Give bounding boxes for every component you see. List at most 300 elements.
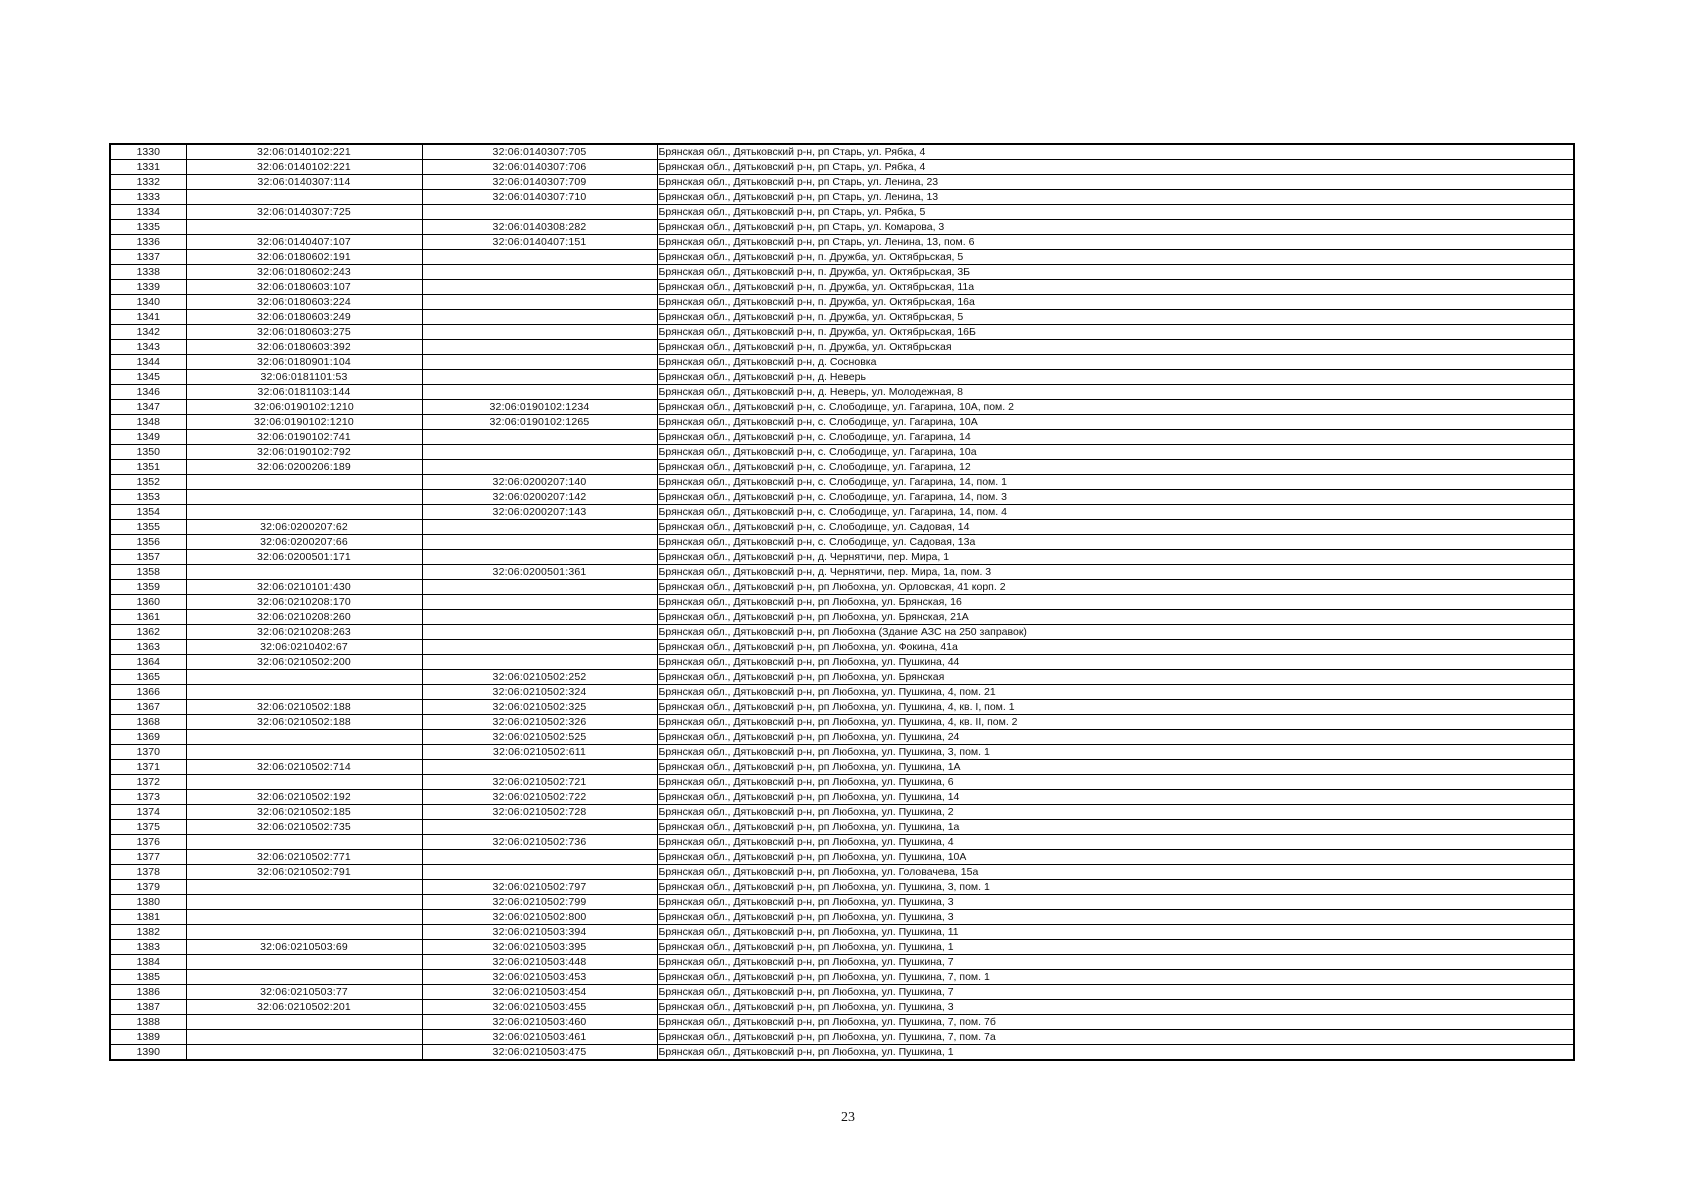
row-number-cell: 1342 [110,325,186,340]
table-row [110,385,1574,400]
object-cadastral-number-cell: 32:06:0200501:361 [422,565,657,580]
address-cell: Брянская обл., Дятьковский р-н, рп Любохна, ул. Пушкина, 1 [657,940,1574,955]
table-row [110,310,1574,325]
row-number-cell: 1375 [110,820,186,835]
table-row [110,940,1574,955]
object-cadastral-number-cell: 32:06:0210502:799 [422,895,657,910]
row-number-cell: 1333 [110,190,186,205]
address-cell: Брянская обл., Дятьковский р-н, рп Старь, ул. Ленина, 13 [657,190,1574,205]
row-number-cell: 1385 [110,970,186,985]
object-cadastral-number-cell: 32:06:0200207:140 [422,475,657,490]
address-cell: Брянская обл., Дятьковский р-н, с. Слободище, ул. Гагарина, 14, пом. 1 [657,475,1574,490]
land-cadastral-number-cell [186,895,422,910]
object-cadastral-number-cell: 32:06:0210503:455 [422,1000,657,1015]
row-number-cell: 1373 [110,790,186,805]
table-row [110,760,1574,775]
row-number-cell: 1382 [110,925,186,940]
object-cadastral-number-cell [422,355,657,370]
row-number-cell: 1350 [110,445,186,460]
table-row [110,925,1574,940]
object-cadastral-number-cell: 32:06:0210502:800 [422,910,657,925]
land-cadastral-number-cell: 32:06:0210101:430 [186,580,422,595]
address-cell: Брянская обл., Дятьковский р-н, с. Слободище, ул. Садовая, 14 [657,520,1574,535]
land-cadastral-number-cell [186,685,422,700]
table-row [110,160,1574,175]
table-row [110,880,1574,895]
address-cell: Брянская обл., Дятьковский р-н, рп Любохна, ул. Пушкина, 44 [657,655,1574,670]
object-cadastral-number-cell [422,265,657,280]
table-row [110,505,1574,520]
address-cell: Брянская обл., Дятьковский р-н, рп Старь, ул. Комарова, 3 [657,220,1574,235]
land-cadastral-number-cell: 32:06:0210502:735 [186,820,422,835]
land-cadastral-number-cell [186,775,422,790]
address-cell: Брянская обл., Дятьковский р-н, рп Старь, ул. Рябка, 4 [657,144,1574,160]
land-cadastral-number-cell: 32:06:0181101:53 [186,370,422,385]
object-cadastral-number-cell [422,820,657,835]
address-cell: Брянская обл., Дятьковский р-н, рп Любохна, ул. Пушкина, 3 [657,910,1574,925]
address-cell: Брянская обл., Дятьковский р-н, рп Любохна, ул. Пушкина, 4 [657,835,1574,850]
address-cell: Брянская обл., Дятьковский р-н, с. Слободище, ул. Гагарина, 14, пом. 3 [657,490,1574,505]
row-number-cell: 1365 [110,670,186,685]
object-cadastral-number-cell: 32:06:0210503:395 [422,940,657,955]
row-number-cell: 1386 [110,985,186,1000]
land-cadastral-number-cell: 32:06:0180603:107 [186,280,422,295]
table-row [110,595,1574,610]
object-cadastral-number-cell: 32:06:0140307:706 [422,160,657,175]
object-cadastral-number-cell [422,625,657,640]
object-cadastral-number-cell [422,205,657,220]
land-cadastral-number-cell: 32:06:0210402:67 [186,640,422,655]
row-number-cell: 1343 [110,340,186,355]
object-cadastral-number-cell [422,520,657,535]
table-row [110,970,1574,985]
land-cadastral-number-cell: 32:06:0210208:260 [186,610,422,625]
address-cell: Брянская обл., Дятьковский р-н, рп Любохна, ул. Пушкина, 7 [657,985,1574,1000]
row-number-cell: 1367 [110,700,186,715]
address-cell: Брянская обл., Дятьковский р-н, рп Любохна, ул. Пушкина, 1 [657,1045,1574,1061]
address-cell: Брянская обл., Дятьковский р-н, рп Старь, ул. Ленина, 13, пом. 6 [657,235,1574,250]
object-cadastral-number-cell: 32:06:0210502:721 [422,775,657,790]
row-number-cell: 1374 [110,805,186,820]
row-number-cell: 1371 [110,760,186,775]
land-cadastral-number-cell: 32:06:0140307:114 [186,175,422,190]
address-cell: Брянская обл., Дятьковский р-н, рп Любохна, ул. Пушкина, 1А [657,760,1574,775]
land-cadastral-number-cell: 32:06:0180603:224 [186,295,422,310]
land-cadastral-number-cell: 32:06:0180602:243 [186,265,422,280]
table-row [110,865,1574,880]
object-cadastral-number-cell [422,850,657,865]
table-row [110,205,1574,220]
table-row [110,655,1574,670]
land-cadastral-number-cell: 32:06:0140102:221 [186,160,422,175]
address-cell: Брянская обл., Дятьковский р-н, рп Любохна, ул. Пушкина, 14 [657,790,1574,805]
row-number-cell: 1368 [110,715,186,730]
row-number-cell: 1383 [110,940,186,955]
object-cadastral-number-cell: 32:06:0210503:448 [422,955,657,970]
land-cadastral-number-cell: 32:06:0200207:66 [186,535,422,550]
table-row [110,460,1574,475]
row-number-cell: 1351 [110,460,186,475]
object-cadastral-number-cell [422,535,657,550]
table-row [110,550,1574,565]
row-number-cell: 1363 [110,640,186,655]
land-cadastral-number-cell: 32:06:0180603:392 [186,340,422,355]
table-row [110,1030,1574,1045]
address-cell: Брянская обл., Дятьковский р-н, с. Слободище, ул. Гагарина, 14, пом. 4 [657,505,1574,520]
row-number-cell: 1370 [110,745,186,760]
row-number-cell: 1335 [110,220,186,235]
object-cadastral-number-cell: 32:06:0140307:709 [422,175,657,190]
land-cadastral-number-cell: 32:06:0210502:188 [186,715,422,730]
address-cell: Брянская обл., Дятьковский р-н, д. Неверь, ул. Молодежная, 8 [657,385,1574,400]
land-cadastral-number-cell: 32:06:0210503:69 [186,940,422,955]
land-cadastral-number-cell [186,970,422,985]
row-number-cell: 1341 [110,310,186,325]
address-cell: Брянская обл., Дятьковский р-н, с. Слободище, ул. Гагарина, 14 [657,430,1574,445]
table-row [110,1015,1574,1030]
row-number-cell: 1360 [110,595,186,610]
object-cadastral-number-cell: 32:06:0140307:710 [422,190,657,205]
address-cell: Брянская обл., Дятьковский р-н, д. Неверь [657,370,1574,385]
row-number-cell: 1355 [110,520,186,535]
table-row [110,220,1574,235]
address-cell: Брянская обл., Дятьковский р-н, рп Любохна, ул. Пушкина, 10А [657,850,1574,865]
land-cadastral-number-cell [186,880,422,895]
object-cadastral-number-cell: 32:06:0210502:525 [422,730,657,745]
table-row [110,730,1574,745]
row-number-cell: 1354 [110,505,186,520]
land-cadastral-number-cell: 32:06:0210208:263 [186,625,422,640]
table-row [110,1000,1574,1015]
row-number-cell: 1372 [110,775,186,790]
row-number-cell: 1349 [110,430,186,445]
table-row [110,355,1574,370]
land-cadastral-number-cell: 32:06:0200501:171 [186,550,422,565]
address-cell: Брянская обл., Дятьковский р-н, рп Любохна, ул. Пушкина, 4, кв. II, пом. 2 [657,715,1574,730]
row-number-cell: 1334 [110,205,186,220]
row-number-cell: 1358 [110,565,186,580]
table-row [110,670,1574,685]
address-cell: Брянская обл., Дятьковский р-н, рп Любохна, ул. Пушкина, 3 [657,895,1574,910]
table-row [110,565,1574,580]
table-row [110,820,1574,835]
object-cadastral-number-cell [422,280,657,295]
address-cell: Брянская обл., Дятьковский р-н, рп Старь, ул. Рябка, 5 [657,205,1574,220]
row-number-cell: 1346 [110,385,186,400]
row-number-cell: 1384 [110,955,186,970]
address-cell: Брянская обл., Дятьковский р-н, рп Любохна, ул. Фокина, 41а [657,640,1574,655]
land-cadastral-number-cell: 32:06:0210502:185 [186,805,422,820]
table-row [110,775,1574,790]
table-row [110,805,1574,820]
object-cadastral-number-cell [422,760,657,775]
address-cell: Брянская обл., Дятьковский р-н, рп Любохна, ул. Брянская, 16 [657,595,1574,610]
land-cadastral-number-cell: 32:06:0210502:200 [186,655,422,670]
table-body [110,144,1574,1060]
table-row [110,250,1574,265]
table-row [110,610,1574,625]
address-cell: Брянская обл., Дятьковский р-н, рп Любохна, ул. Пушкина, 11 [657,925,1574,940]
object-cadastral-number-cell: 32:06:0210503:475 [422,1045,657,1061]
land-cadastral-number-cell [186,220,422,235]
address-cell: Брянская обл., Дятьковский р-н, п. Дружба, ул. Октябрьская, 3Б [657,265,1574,280]
land-cadastral-number-cell: 32:06:0180603:249 [186,310,422,325]
table-row [110,700,1574,715]
table-row [110,370,1574,385]
land-cadastral-number-cell: 32:06:0190102:792 [186,445,422,460]
object-cadastral-number-cell: 32:06:0210502:252 [422,670,657,685]
table-row [110,295,1574,310]
object-cadastral-number-cell [422,610,657,625]
land-cadastral-number-cell [186,730,422,745]
row-number-cell: 1366 [110,685,186,700]
table-row [110,400,1574,415]
land-cadastral-number-cell [186,835,422,850]
land-cadastral-number-cell [186,1015,422,1030]
row-number-cell: 1364 [110,655,186,670]
object-cadastral-number-cell [422,430,657,445]
row-number-cell: 1330 [110,144,186,160]
row-number-cell: 1340 [110,295,186,310]
land-cadastral-number-cell [186,910,422,925]
row-number-cell: 1332 [110,175,186,190]
object-cadastral-number-cell [422,865,657,880]
object-cadastral-number-cell: 32:06:0140308:282 [422,220,657,235]
object-cadastral-number-cell [422,370,657,385]
address-cell: Брянская обл., Дятьковский р-н, рп Любохна, ул. Пушкина, 3, пом. 1 [657,745,1574,760]
land-cadastral-number-cell: 32:06:0200207:62 [186,520,422,535]
table-row [110,415,1574,430]
object-cadastral-number-cell: 32:06:0200207:142 [422,490,657,505]
object-cadastral-number-cell [422,325,657,340]
table-row [110,475,1574,490]
table-row [110,490,1574,505]
row-number-cell: 1377 [110,850,186,865]
land-cadastral-number-cell: 32:06:0210502:201 [186,1000,422,1015]
land-cadastral-number-cell [186,1045,422,1061]
row-number-cell: 1369 [110,730,186,745]
object-cadastral-number-cell: 32:06:0140307:705 [422,144,657,160]
address-cell: Брянская обл., Дятьковский р-н, рп Любохна, ул. Орловская, 41 корп. 2 [657,580,1574,595]
object-cadastral-number-cell [422,595,657,610]
object-cadastral-number-cell [422,655,657,670]
table-row [110,280,1574,295]
address-cell: Брянская обл., Дятьковский р-н, рп Любохна, ул. Пушкина, 7 [657,955,1574,970]
land-cadastral-number-cell [186,190,422,205]
object-cadastral-number-cell [422,310,657,325]
address-cell: Брянская обл., Дятьковский р-н, с. Слободище, ул. Гагарина, 12 [657,460,1574,475]
object-cadastral-number-cell: 32:06:0210503:454 [422,985,657,1000]
land-cadastral-number-cell [186,565,422,580]
object-cadastral-number-cell: 32:06:0200207:143 [422,505,657,520]
land-cadastral-number-cell: 32:06:0140407:107 [186,235,422,250]
object-cadastral-number-cell: 32:06:0210502:326 [422,715,657,730]
land-cadastral-number-cell: 32:06:0210502:188 [186,700,422,715]
address-cell: Брянская обл., Дятьковский р-н, п. Дружба, ул. Октябрьская, 11а [657,280,1574,295]
address-cell: Брянская обл., Дятьковский р-н, рп Любохна (Здание АЗС на 250 заправок) [657,625,1574,640]
table-row [110,895,1574,910]
land-cadastral-number-cell [186,490,422,505]
land-cadastral-number-cell [186,475,422,490]
object-cadastral-number-cell: 32:06:0140407:151 [422,235,657,250]
object-cadastral-number-cell [422,250,657,265]
land-cadastral-number-cell: 32:06:0210502:771 [186,850,422,865]
land-cadastral-number-cell: 32:06:0210502:192 [186,790,422,805]
table-row [110,190,1574,205]
table-row [110,745,1574,760]
table-row [110,535,1574,550]
object-cadastral-number-cell: 32:06:0210503:453 [422,970,657,985]
object-cadastral-number-cell: 32:06:0210503:394 [422,925,657,940]
table-row [110,1045,1574,1061]
land-cadastral-number-cell [186,505,422,520]
table-row [110,520,1574,535]
row-number-cell: 1389 [110,1030,186,1045]
land-cadastral-number-cell: 32:06:0190102:741 [186,430,422,445]
address-cell: Брянская обл., Дятьковский р-н, д. Сосновка [657,355,1574,370]
row-number-cell: 1348 [110,415,186,430]
land-cadastral-number-cell [186,925,422,940]
object-cadastral-number-cell: 32:06:0190102:1234 [422,400,657,415]
address-cell: Брянская обл., Дятьковский р-н, рп Любохна, ул. Пушкина, 24 [657,730,1574,745]
land-cadastral-number-cell [186,955,422,970]
address-cell: Брянская обл., Дятьковский р-н, п. Дружба, ул. Октябрьская, 5 [657,310,1574,325]
address-cell: Брянская обл., Дятьковский р-н, с. Слободище, ул. Гагарина, 10А [657,415,1574,430]
land-cadastral-number-cell: 32:06:0190102:1210 [186,400,422,415]
object-cadastral-number-cell [422,640,657,655]
object-cadastral-number-cell [422,460,657,475]
table-row [110,715,1574,730]
address-cell: Брянская обл., Дятьковский р-н, рп Любохна, ул. Пушкина, 3, пом. 1 [657,880,1574,895]
row-number-cell: 1381 [110,910,186,925]
address-cell: Брянская обл., Дятьковский р-н, рп Любохна, ул. Брянская, 21А [657,610,1574,625]
address-cell: Брянская обл., Дятьковский р-н, рп Любохна, ул. Пушкина, 7, пом. 1 [657,970,1574,985]
object-cadastral-number-cell: 32:06:0190102:1265 [422,415,657,430]
row-number-cell: 1344 [110,355,186,370]
table-row [110,175,1574,190]
land-cadastral-number-cell: 32:06:0180602:191 [186,250,422,265]
address-cell: Брянская обл., Дятьковский р-н, п. Дружба, ул. Октябрьская [657,340,1574,355]
object-cadastral-number-cell: 32:06:0210503:460 [422,1015,657,1030]
address-cell: Брянская обл., Дятьковский р-н, рп Любохна, ул. Пушкина, 2 [657,805,1574,820]
row-number-cell: 1387 [110,1000,186,1015]
table-row [110,955,1574,970]
table-row [110,445,1574,460]
row-number-cell: 1331 [110,160,186,175]
land-cadastral-number-cell: 32:06:0140307:725 [186,205,422,220]
address-cell: Брянская обл., Дятьковский р-н, п. Дружба, ул. Октябрьская, 16Б [657,325,1574,340]
address-cell: Брянская обл., Дятьковский р-н, рп Любохна, ул. Головачева, 15а [657,865,1574,880]
row-number-cell: 1345 [110,370,186,385]
land-cadastral-number-cell: 32:06:0210208:170 [186,595,422,610]
table-row [110,430,1574,445]
address-cell: Брянская обл., Дятьковский р-н, п. Дружба, ул. Октябрьская, 16а [657,295,1574,310]
address-cell: Брянская обл., Дятьковский р-н, с. Слободище, ул. Гагарина, 10а [657,445,1574,460]
object-cadastral-number-cell: 32:06:0210502:324 [422,685,657,700]
land-cadastral-number-cell [186,745,422,760]
land-cadastral-number-cell: 32:06:0180603:275 [186,325,422,340]
row-number-cell: 1338 [110,265,186,280]
object-cadastral-number-cell [422,340,657,355]
table-row [110,325,1574,340]
row-number-cell: 1356 [110,535,186,550]
row-number-cell: 1378 [110,865,186,880]
land-cadastral-number-cell [186,670,422,685]
page-number: 23 [841,1110,855,1125]
table-row [110,340,1574,355]
object-cadastral-number-cell [422,295,657,310]
land-cadastral-number-cell: 32:06:0210502:791 [186,865,422,880]
address-cell: Брянская обл., Дятьковский р-н, рп Любохна, ул. Пушкина, 7, пом. 7а [657,1030,1574,1045]
row-number-cell: 1361 [110,610,186,625]
land-cadastral-number-cell: 32:06:0190102:1210 [186,415,422,430]
object-cadastral-number-cell [422,580,657,595]
table-row [110,850,1574,865]
address-cell: Брянская обл., Дятьковский р-н, п. Дружба, ул. Октябрьская, 5 [657,250,1574,265]
row-number-cell: 1359 [110,580,186,595]
row-number-cell: 1362 [110,625,186,640]
address-cell: Брянская обл., Дятьковский р-н, рп Старь, ул. Ленина, 23 [657,175,1574,190]
land-cadastral-number-cell: 32:06:0200206:189 [186,460,422,475]
property-register-table [109,143,1575,1061]
object-cadastral-number-cell: 32:06:0210502:736 [422,835,657,850]
address-cell: Брянская обл., Дятьковский р-н, рп Любохна, ул. Пушкина, 4, пом. 21 [657,685,1574,700]
table-row [110,910,1574,925]
address-cell: Брянская обл., Дятьковский р-н, рп Любохна, ул. Пушкина, 3 [657,1000,1574,1015]
land-cadastral-number-cell: 32:06:0210502:714 [186,760,422,775]
address-cell: Брянская обл., Дятьковский р-н, рп Любохна, ул. Брянская [657,670,1574,685]
address-cell: Брянская обл., Дятьковский р-н, с. Слободище, ул. Садовая, 13а [657,535,1574,550]
address-cell: Брянская обл., Дятьковский р-н, рп Любохна, ул. Пушкина, 1а [657,820,1574,835]
table-row [110,685,1574,700]
object-cadastral-number-cell [422,385,657,400]
table-row [110,144,1574,160]
table-row [110,790,1574,805]
row-number-cell: 1357 [110,550,186,565]
row-number-cell: 1376 [110,835,186,850]
row-number-cell: 1339 [110,280,186,295]
address-cell: Брянская обл., Дятьковский р-н, д. Чернятичи, пер. Мира, 1а, пом. 3 [657,565,1574,580]
object-cadastral-number-cell: 32:06:0210502:797 [422,880,657,895]
land-cadastral-number-cell: 32:06:0210503:77 [186,985,422,1000]
table-row [110,625,1574,640]
row-number-cell: 1390 [110,1045,186,1061]
land-cadastral-number-cell: 32:06:0180901:104 [186,355,422,370]
address-cell: Брянская обл., Дятьковский р-н, д. Чернятичи, пер. Мира, 1 [657,550,1574,565]
row-number-cell: 1388 [110,1015,186,1030]
land-cadastral-number-cell: 32:06:0181103:144 [186,385,422,400]
object-cadastral-number-cell: 32:06:0210502:325 [422,700,657,715]
table-row [110,265,1574,280]
address-cell: Брянская обл., Дятьковский р-н, рп Любохна, ул. Пушкина, 7, пом. 7б [657,1015,1574,1030]
land-cadastral-number-cell: 32:06:0140102:221 [186,144,422,160]
table-row [110,235,1574,250]
address-cell: Брянская обл., Дятьковский р-н, рп Старь, ул. Рябка, 4 [657,160,1574,175]
object-cadastral-number-cell: 32:06:0210503:461 [422,1030,657,1045]
row-number-cell: 1379 [110,880,186,895]
object-cadastral-number-cell: 32:06:0210502:611 [422,745,657,760]
address-cell: Брянская обл., Дятьковский р-н, с. Слободище, ул. Гагарина, 10А, пом. 2 [657,400,1574,415]
address-cell: Брянская обл., Дятьковский р-н, рп Любохна, ул. Пушкина, 6 [657,775,1574,790]
row-number-cell: 1347 [110,400,186,415]
row-number-cell: 1337 [110,250,186,265]
object-cadastral-number-cell: 32:06:0210502:728 [422,805,657,820]
object-cadastral-number-cell: 32:06:0210502:722 [422,790,657,805]
table-row [110,835,1574,850]
object-cadastral-number-cell [422,445,657,460]
row-number-cell: 1352 [110,475,186,490]
land-cadastral-number-cell [186,1030,422,1045]
